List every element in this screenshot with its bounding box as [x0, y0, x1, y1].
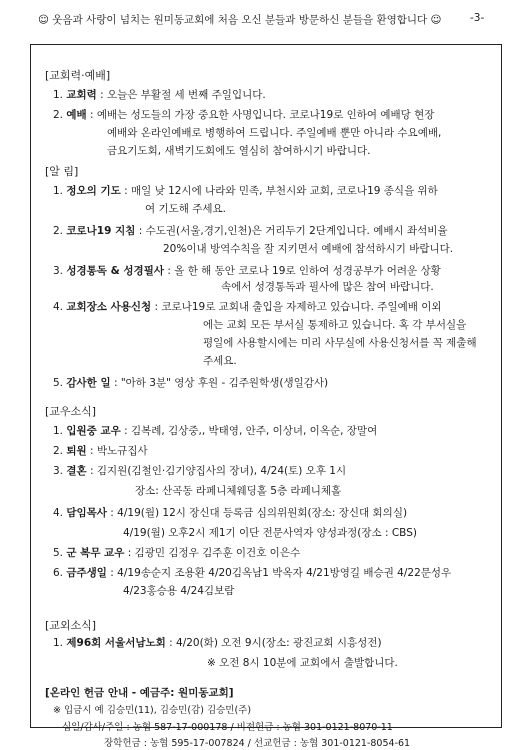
item-number: 6. [53, 567, 64, 579]
item-text: : 오늘은 부활절 세 번째 주일입니다. [96, 89, 266, 101]
item-text-continued: 평일에 사용할시에는 미리 사무실에 사용신청서를 꼭 제출해 [203, 337, 477, 349]
item-text: : "아하 3분" 영상 후원 - 김주원학생(생일감사) [110, 377, 329, 389]
list-item-discharged [53, 445, 148, 458]
list-item-room-request [53, 301, 442, 314]
item-text: : 매일 낮 12시에 나라와 민족, 부천시와 교회, 코로나19 종식을 위하 [120, 185, 438, 197]
item-number: 4. [53, 507, 64, 519]
item-text-continued: 에는 교회 모든 부서실 통제하고 있습니다. 혹 각 부서실을 [203, 319, 467, 331]
list-item-hospitalized [53, 425, 377, 438]
list-item-bible-reading [53, 265, 441, 278]
item-text: : 박노규집사 [86, 445, 148, 457]
list-item-presbytery [53, 637, 382, 650]
section-heading-external: [교외소식] [45, 619, 97, 632]
welcome-text: ☺ 웃음과 사랑이 넘치는 원미동교회에 처음 오신 분들과 방문하신 분들을 환영합니다 ☺ [38, 14, 442, 26]
item-number: 3. [53, 465, 64, 477]
item-text-continued: 주세요. [203, 355, 237, 367]
item-label: 성경통독 & 성경필사 [66, 265, 164, 277]
list-item-calendar [53, 89, 266, 102]
bulletin-box [30, 44, 502, 728]
item-label: 감사한 일 [66, 377, 111, 389]
item-label: 군 복무 교우 [66, 547, 125, 559]
item-text-continued: 4/23홍승용 4/24김보람 [123, 585, 235, 597]
section-heading-notices: [알 림] [45, 165, 79, 178]
item-text-continued: 20%이내 방역수칙을 잘 지키면서 예배에 참석하시기 바랍니다. [163, 243, 454, 255]
item-text: : 코로나19로 교회내 출입을 자제하고 있습니다. 주일예배 이외 [151, 301, 442, 313]
offering-accounts-line-1: 십일/감사/주일 : 농협 587-17-000178 / 비전헌금 : 농협 301-0121-8070-11 [62, 722, 393, 733]
item-text-continued: 속에서 성경통독과 필사에 많은 참여 바랍니다. [221, 281, 434, 293]
item-label: 결혼 [66, 465, 87, 477]
item-number: 1. [53, 425, 64, 437]
item-text: : 올 한 해 동안 코로나 19로 인하여 성경공부가 어려운 상황 [164, 265, 441, 277]
item-label: 교회력 [66, 89, 97, 101]
item-text: : 김복례, 김상중,, 박태영, 안주, 이상녀, 이옥순, 장말여 [120, 425, 378, 437]
list-item-birthdays [53, 567, 451, 580]
offering-accounts-line-2: 장학헌금 : 농협 595-17-007824 / 선교헌금 : 농협 301-0121-8054-61 [104, 738, 411, 749]
list-item-noon-prayer [53, 185, 438, 198]
item-label: 교회장소 사용신청 [66, 301, 152, 313]
item-text-continued: 장소: 산곡동 라페니체웨딩홀 5층 라페니체홀 [135, 485, 342, 497]
item-number: 1. [53, 89, 64, 101]
list-item-pastor [53, 507, 407, 520]
list-item-worship [53, 109, 434, 122]
item-label: 담임목사 [66, 507, 107, 519]
item-text: : 수도권(서울,경기,인천)은 거리두기 2단계입니다. 예배시 좌석비율 [135, 225, 448, 237]
item-text: : 4/19(월) 12시 장신대 등록금 심의위원회(장소: 장신대 회의실) [106, 507, 408, 519]
item-number: 1. [53, 185, 64, 197]
item-label: 퇴원 [66, 445, 87, 457]
item-label: 예배 [66, 109, 87, 121]
item-label: 제96회 서울서남노회 [66, 637, 166, 649]
item-text: : 김지원(김철인·김기양집사의 장녀), 4/24(토) 오후 1시 [86, 465, 347, 477]
item-number: 2. [53, 225, 64, 237]
item-text-continued: ※ 오전 8시 10분에 교회에서 출발합니다. [207, 657, 398, 669]
offering-note: ※ 입금시 예 김승민(11), 김승민(감) 김승민(주) [53, 705, 252, 716]
item-text-continued: 4/19(월) 오후2시 제1기 이단 전문사역자 양성과정(장소 : CBS) [123, 527, 417, 539]
item-label: 정오의 기도 [66, 185, 121, 197]
list-item-wedding [53, 465, 346, 478]
item-number: 5. [53, 547, 64, 559]
item-text: : 4/19송순지 조용환 4/20김옥남1 박옥자 4/21방영길 배승권 4/22문성우 [106, 567, 452, 579]
item-label: 금주생일 [66, 567, 107, 579]
item-number: 2. [53, 445, 64, 457]
item-number: 4. [53, 301, 64, 313]
item-text-continued: 금요기도회, 새벽기도회에도 열심히 참여하시기 바랍니다. [107, 145, 371, 157]
list-item-military [53, 547, 300, 560]
item-label: 입원중 교우 [66, 425, 121, 437]
item-text: : 예배는 성도들의 가장 중요한 사명입니다. 코로나19로 인하여 예배당 현장 [86, 109, 435, 121]
item-text-continued: 예배와 온라인예배로 병행하여 드립니다. 주일예배 뿐만 아니라 수요예배, [107, 127, 442, 139]
list-item-covid-guideline [53, 225, 448, 238]
item-number: 1. [53, 637, 64, 649]
page-number: -3- [470, 12, 485, 24]
item-number: 5. [53, 377, 64, 389]
section-heading-offering: [온라인 헌금 안내 - 예금주: 원미동교회] [45, 687, 234, 699]
item-text-continued: 여 기도해 주세요. [145, 203, 227, 215]
item-text: : 김광민 김정우 김주훈 이건호 이은수 [124, 547, 301, 559]
list-item-thanks [53, 377, 328, 390]
section-heading-members: [교우소식] [45, 405, 97, 418]
section-heading-calendar: [교회력·예배] [45, 69, 111, 82]
item-number: 2. [53, 109, 64, 121]
item-text: : 4/20(화) 오전 9시(장소: 광진교회 시흥성전) [165, 637, 382, 649]
item-number: 3. [53, 265, 64, 277]
item-label: 코로나19 지침 [66, 225, 136, 237]
